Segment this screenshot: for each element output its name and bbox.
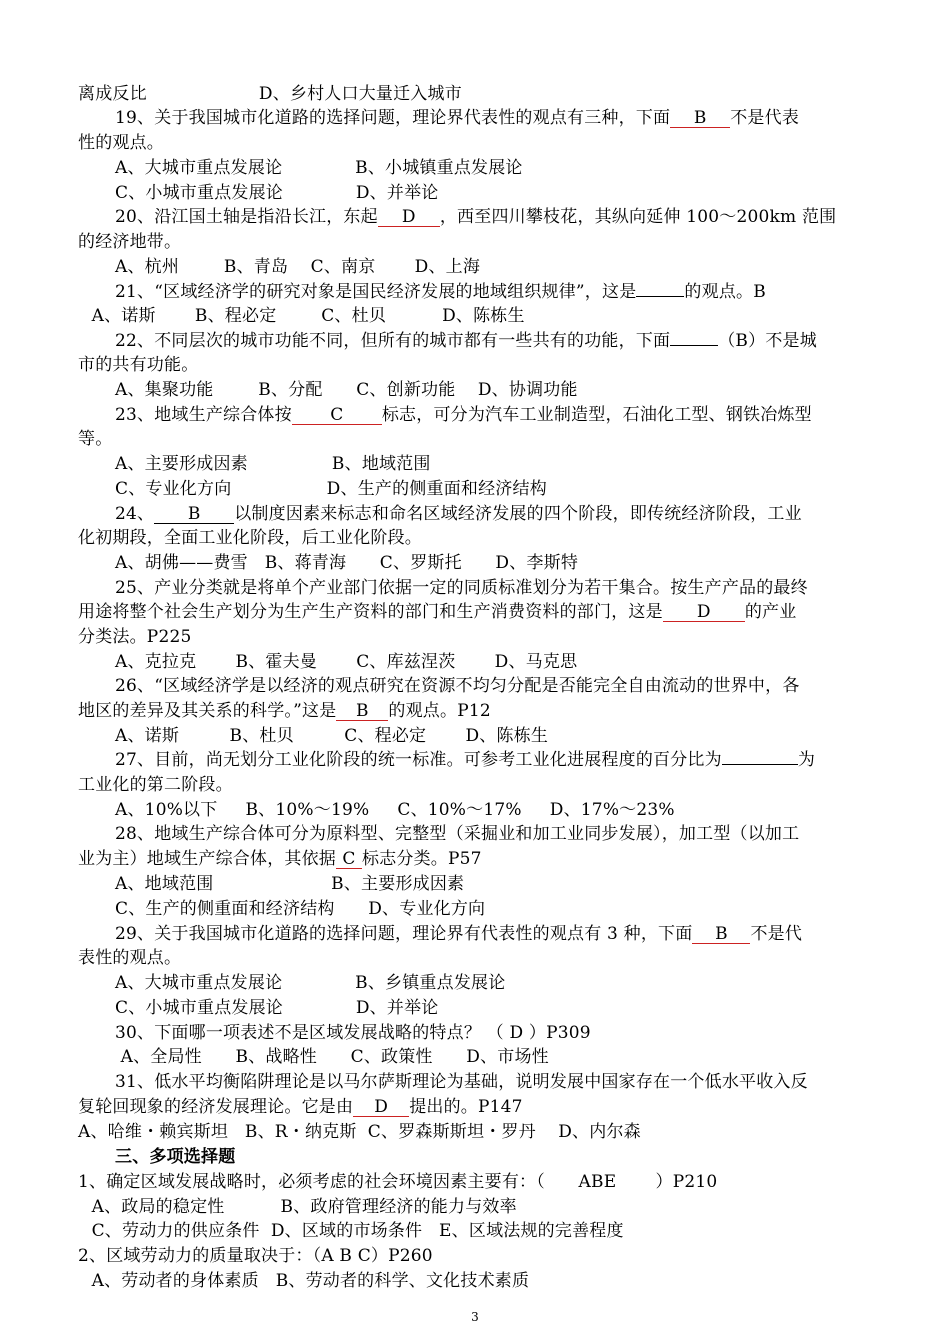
option-line: A、大城市重点发展论 B、小城镇重点发展论 <box>115 158 523 178</box>
text-line: 市的共有功能。 <box>78 355 199 375</box>
answer-blank: B <box>692 925 750 944</box>
text-line: 表性的观点。 <box>78 948 182 968</box>
section-heading: 三、多项选择题 <box>115 1147 236 1167</box>
question-25: 25、产业分类就是将单个产业部门依据一定的同质标准划分为若干集合。按生产产品的最终 <box>115 578 808 598</box>
answer-blank <box>722 764 798 765</box>
text-line: 工业化的第二阶段。 <box>78 775 233 795</box>
option-line: C、专业化方向 D、生产的侧重面和经济结构 <box>115 479 547 499</box>
answer-blank: C <box>292 406 382 425</box>
page-number: 3 <box>471 1310 479 1324</box>
answer-blank: D <box>378 208 440 227</box>
question-23: 23、地域生产综合体按 C 标志，可分为汽车工业制造型，石油化工型、钢铁冶炼型 <box>115 405 812 425</box>
option-line: A、大城市重点发展论 B、乡镇重点发展论 <box>115 973 506 993</box>
option-line: A、克拉克 B、霍夫曼 C、库兹涅茨 D、马克思 <box>115 652 578 672</box>
question-24: 24、 B 以制度因素来标志和命名区域经济发展的四个阶段，即传统经济阶段，工业 <box>115 504 802 524</box>
answer-blank: B <box>336 702 388 721</box>
answer-blank: C <box>336 850 362 869</box>
option-line: C、小城市重点发展论 D、并举论 <box>115 183 439 203</box>
option-line: A、哈维・赖宾斯坦 B、R・纳克斯 C、罗森斯斯坦・罗丹 D、内尔森 <box>78 1122 641 1142</box>
answer-blank <box>670 345 718 346</box>
text-line: 复轮回现象的经济发展理论。它是由 D 提出的。P147 <box>78 1097 523 1117</box>
option-line: A、10%以下 B、10%～19% C、10%～17% D、17%～23% <box>115 800 675 820</box>
text-line: 性的观点。 <box>78 133 164 153</box>
answer-blank: B <box>154 505 234 524</box>
text-line: 用途将整个社会生产划分为生产生产资料的部门和生产消费资料的部门，这是 D 的产业 <box>78 602 797 622</box>
question-22: 22、不同层次的城市功能不同，但所有的城市都有一些共有的功能，下面 （B）不是城 <box>115 331 817 351</box>
option-line: A、集聚功能 B、分配 C、创新功能 D、协调功能 <box>115 380 578 400</box>
question-26: 26、“区域经济学是以经济的观点研究在资源不均匀分配是否能完全自由流动的世界中，各 <box>115 676 800 696</box>
option-line: A、诺斯 B、杜贝 C、程必定 D、陈栋生 <box>115 726 549 746</box>
option-line: A、全局性 B、战略性 C、政策性 D、市场性 <box>115 1047 549 1067</box>
option-line: C、生产的侧重面和经济结构 D、专业化方向 <box>115 899 486 919</box>
option-line: A、主要形成因素 B、地域范围 <box>115 454 431 474</box>
text-line: 地区的差异及其关系的科学。”这是 B 的观点。P12 <box>78 701 491 721</box>
option-line: C、劳动力的供应条件 D、区域的市场条件 E、区域法规的完善程度 <box>86 1221 624 1241</box>
text-line: 业为主）地域生产综合体，其依据 C 标志分类。P57 <box>78 849 482 869</box>
answer-blank: D <box>663 603 745 622</box>
option-line: C、小城市重点发展论 D、并举论 <box>115 998 439 1018</box>
answer-blank: D <box>353 1098 409 1117</box>
text-line: 分类法。P225 <box>78 627 192 647</box>
question-29: 29、关于我国城市化道路的选择问题，理论界有代表性的观点有 3 种，下面 B 不是代 <box>115 924 803 944</box>
text-line: 的经济地带。 <box>78 232 182 252</box>
question-20: 20、沿江国土轴是指沿长江，东起 D ，西至四川攀枝花，其纵向延伸 100～200km 范围 <box>115 207 837 227</box>
question-30: 30、下面哪一项表述不是区域发展战略的特点？ （ D ）P309 <box>115 1023 591 1043</box>
answer-blank: B <box>670 109 730 128</box>
question-27: 27、目前，尚无划分工业化阶段的统一标准。可参考工业化进展程度的百分比为 为 <box>115 750 816 770</box>
question-19: 19、关于我国城市化道路的选择问题，理论界代表性的观点有三种，下面 B 不是代表 <box>115 108 800 128</box>
option-line: A、诺斯 B、程必定 C、杜贝 D、陈栋生 <box>86 306 525 326</box>
option-line: A、政局的稳定性 B、政府管理经济的能力与效率 <box>86 1197 517 1217</box>
option-line: A、劳动者的身体素质 B、劳动者的科学、文化技术素质 <box>86 1271 530 1291</box>
question-multi-2: 2、区域劳动力的质量取决于：（A B C）P260 <box>78 1246 433 1266</box>
option-line: A、杭州 B、青岛 C、南京 D、上海 <box>115 257 481 277</box>
option-line: A、地域范围 B、主要形成因素 <box>115 874 465 894</box>
question-21: 21、“区域经济学的研究对象是国民经济发展的地域组织规律”，这是 的观点。B <box>115 282 766 302</box>
text-line: 等。 <box>78 429 113 449</box>
question-28: 28、地域生产综合体可分为原料型、完整型（采掘业和加工业同步发展），加工型（以加工 <box>115 824 800 844</box>
text-line: 离成反比 D、乡村人口大量迁入城市 <box>78 84 462 104</box>
answer-blank <box>636 296 684 297</box>
question-31: 31、低水平均衡陷阱理论是以马尔萨斯理论为基础，说明发展中国家存在一个低水平收入反 <box>115 1072 808 1092</box>
option-line: A、胡佛——费雪 B、蒋青海 C、罗斯托 D、李斯特 <box>115 553 579 573</box>
question-multi-1: 1、确定区域发展战略时，必须考虑的社会环境因素主要有：（ ABE ）P210 <box>78 1172 718 1192</box>
text-line: 化初期段，全面工业化阶段，后工业化阶段。 <box>78 528 422 548</box>
